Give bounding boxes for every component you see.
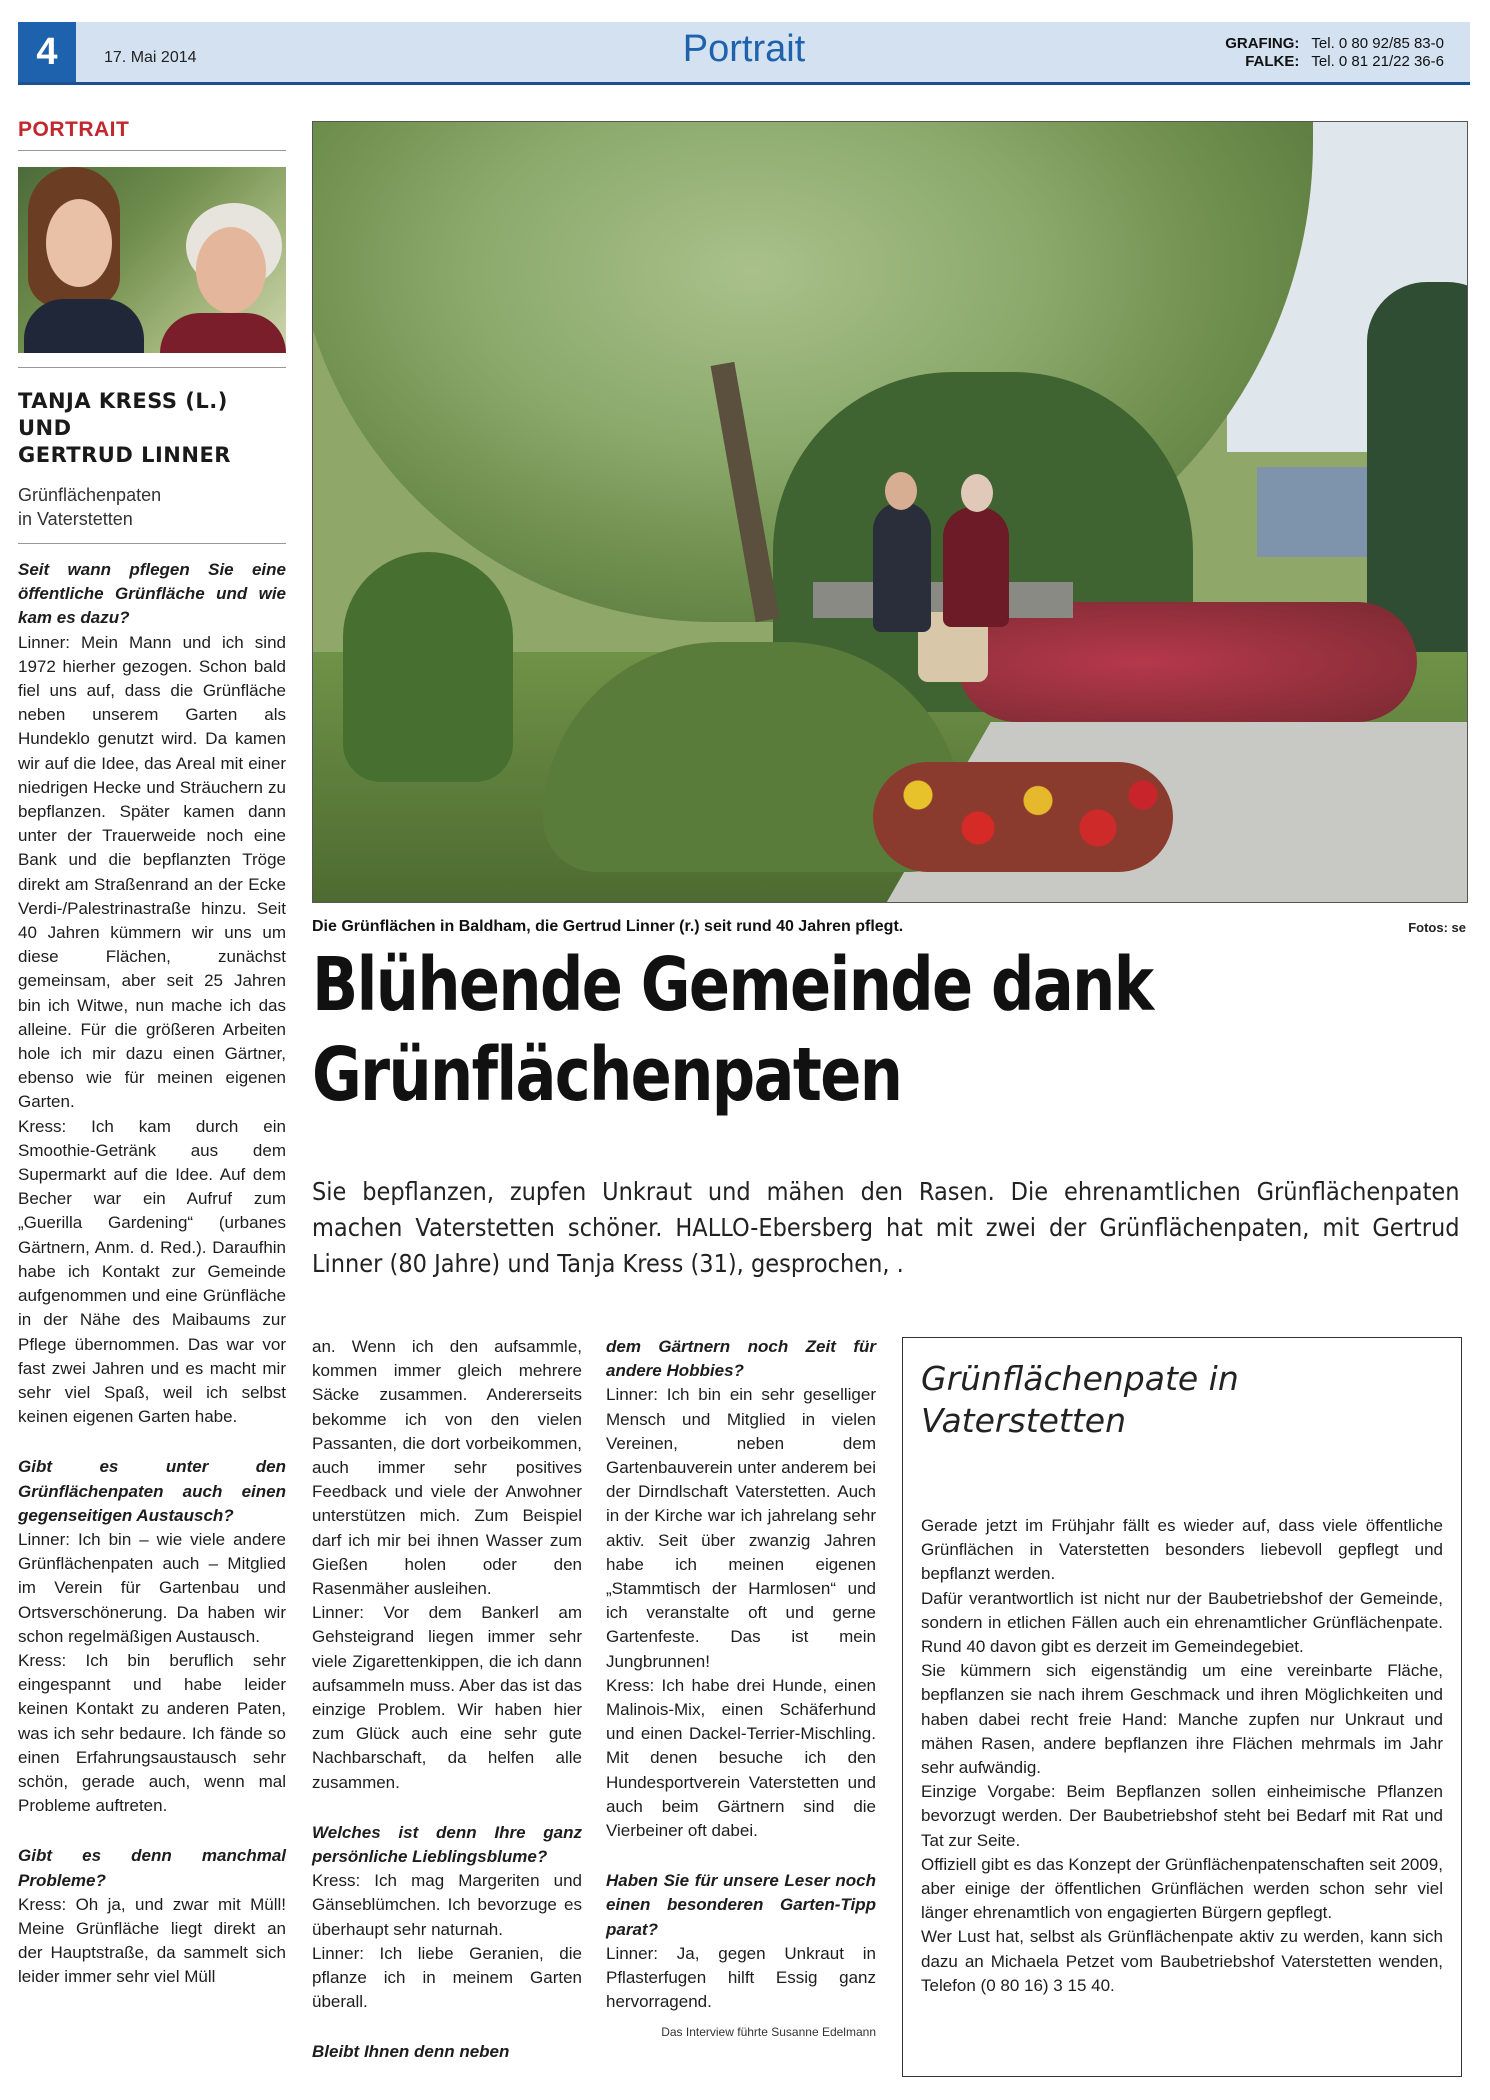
answer-text: Ja, gegen Unkraut in Pflasterfugen hilft Essig ganz hervorragend. xyxy=(606,1943,876,2012)
speaker-label: Kress: xyxy=(312,1871,361,1891)
answer-text: Ich liebe Geranien, die pflanze ich in meinem Garten überall. xyxy=(312,1943,582,2012)
issue-date: 17. Mai 2014 xyxy=(104,49,197,66)
speaker-label: Linner: xyxy=(312,1603,364,1623)
photo-credit: Fotos: se xyxy=(1408,920,1466,935)
answer-2 xyxy=(18,1528,286,1649)
question-1: Seit wann pflegen Sie eine öffentliche Grünfläche und wie kam es dazu? xyxy=(18,560,286,628)
speaker-label: Linner: xyxy=(18,632,70,652)
info-paragraph: Gerade jetzt im Frühjahr fällt es wieder auf, dass viele öffentliche Grünflächen in Vaterstetten besonders liebevoll gepflegt und bepflanzt werden. xyxy=(921,1516,1443,1584)
answer-text: Mein Mann und ich sind 1972 hierher gezogen. Schon bald fiel uns auf, dass die Grünfläche neben unserem Garten als Hundeklo genutzt wird. Da kamen wir auf die Idee, das Areal mit einer niedrigen Hecke und Sträuchern zu bepflanzen. Später kamen dann unter der Trauerweide noch eine Bank und die bepflanzten Tröge direkt am Straßenrand an der Ecke Verdi-/Palestrinastraße hinzu. Seit 40 Jahren kümmern wir uns um diese Flächen, zunächst gemeinsam, aber seit 25 Jahren bin ich Witwe, nun mache ich das alleine. Für die größeren Arbeiten hole ich mir dazu einen Gärtner, ebenso wie für meinen eigenen Garten. xyxy=(18,632,286,1112)
question-2: Gibt es unter den Grünflächenpaten auch einen gegenseitigen Austausch? xyxy=(18,1457,286,1525)
interview-column-2 xyxy=(312,1335,582,2065)
headline-line-2: Grünflächenpaten xyxy=(312,1032,902,1118)
header-contacts xyxy=(1213,35,1444,71)
answer-text: Ich bin ein sehr geselliger Mensch und Mitglied in vielen Vereinen, neben dem Gartenbauverein unter anderem bei der Dirndlschaft Vaterstetten. Auch in der Kirche war ich jahrelang sehr aktiv. Seit über zwanzig Jahren habe ich meinen eigenen „Stammtisch der Harmlosen“ und ich veranstalte oft und gerne Gartenfeste. Das ist mein Jungbrunnen! xyxy=(606,1385,876,1671)
question-5-continued: dem Gärtnern noch Zeit für andere Hobbies? xyxy=(606,1337,876,1381)
info-box-body xyxy=(921,1514,1443,1998)
question-6: Haben Sie für unsere Leser noch einen besonderen Garten-Tipp parat? xyxy=(606,1871,876,1939)
info-paragraph: Dafür verantwortlich ist nicht nur der Baubetriebshof der Gemeinde, sondern in etlichen Fällen auch ein ehrenamtlicher Grünflächenpate. Rund 40 davon gibt es derzeit im Gemeindegebiet. xyxy=(921,1588,1443,1657)
info-paragraph: Offiziell gibt es das Konzept der Grünflächenpatenschaften seit 2009, aber einige der öffentlichen Grünflächen werden schon sehr viel länger ehrenamtlich von engagierten Bürgern gepflegt. xyxy=(921,1854,1443,1923)
interview-column-3 xyxy=(606,1335,876,2045)
article-lead: Sie bepflanzen, zupfen Unkraut und mähen den Rasen. Die ehrenamtlichen Grünflächenpaten machen Vaterstetten schöner. HALLO-Ebersberg hat mit zwei der Grünflächenpaten, mit Gertrud Linner (80 Jahre) und Tanja Kress (31), gesprochen, . xyxy=(312,1177,1460,1278)
speaker-label: Kress: xyxy=(18,1650,67,1670)
page-number: 4 xyxy=(18,22,76,82)
answer-text: Vor dem Bankerl am Gehsteigrand liegen immer sehr viele Zigarettenkippen, die ich dann aufsammeln muss. Aber das ist das einzige Problem. Wir haben hier zum Glück auch eine sehr gute Nachbarschaft, da helfen alle zusammen. xyxy=(312,1603,582,1792)
portrait-photo xyxy=(18,167,286,353)
section-title: Portrait xyxy=(682,28,806,70)
portrait-kicker: PORTRAIT xyxy=(18,118,286,151)
answer-1b xyxy=(18,1115,286,1430)
question-4: Welches ist denn Ihre ganz persönliche Lieblingsblume? xyxy=(312,1822,582,1867)
answer-1 xyxy=(18,631,286,1115)
info-box xyxy=(902,1337,1462,2077)
speaker-label: Kress: xyxy=(606,1675,655,1695)
page-header xyxy=(18,22,1470,85)
names-line-2: GERTRUD LINNER xyxy=(18,443,231,467)
speaker-label: Linner: xyxy=(606,1943,658,1963)
portrait-names xyxy=(18,367,286,469)
article-headline xyxy=(312,940,1427,1120)
answer-text: Ich bin – wie viele andere Grünflächenpaten auch – Mitglied im Verein für Gartenbau und Ortsverschönerung. Da haben wir schon regelmäßigen Austausch. xyxy=(18,1529,286,1646)
speaker-label: Linner: xyxy=(312,1943,364,1963)
answer-text: Ich habe drei Hunde, einen Malinois-Mix, einen Schäferhund und einen Dackel-Terrier-Mischling. Mit denen besuche ich den Hundesportverein Vaterstetten und auch beim Gärtnern sind die Vierbeiner oft dabei. xyxy=(606,1675,876,1841)
question-5-start: Bleibt Ihnen denn neben xyxy=(312,2042,510,2062)
answer-4b xyxy=(312,1942,582,2015)
speaker-label: Linner: xyxy=(18,1529,70,1549)
headline-line-1: Blühende Gemeinde dank xyxy=(312,942,1153,1028)
interview-column-1 xyxy=(18,558,286,1990)
answer-3-start xyxy=(18,1893,286,1990)
subtitle-line-1: Grünflächenpaten xyxy=(18,485,162,505)
info-box-title: Grünflächenpate in Vaterstetten xyxy=(921,1359,1239,1440)
photo-caption: Die Grünflächen in Baldham, die Gertrud Linner (r.) seit rund 40 Jahren pflegt. xyxy=(312,918,904,935)
answer-6 xyxy=(606,1942,876,2015)
answer-text: Ich bin beruflich sehr eingespannt und habe leider keinen Kontakt zu anderen Paten, was ich sehr bedaure. Ich fände so einen Erfahrungsaustausch sehr schön, gerade auch, wenn mal Probleme auftreten. xyxy=(18,1650,286,1816)
contact-value-grafing: Tel. 0 80 92/85 83-0 xyxy=(1311,35,1444,52)
portrait-sidebar xyxy=(18,118,286,1990)
answer-3b xyxy=(312,1601,582,1795)
speaker-label: Kress: xyxy=(18,1116,67,1136)
main-photo xyxy=(312,121,1468,903)
speaker-label: Kress: xyxy=(18,1894,67,1914)
answer-3-text-start: Oh ja, und zwar mit Müll! Meine Grünfläche liegt direkt an der Hauptstraße, da sammelt sich leider immer sehr viel Müll xyxy=(18,1894,286,1987)
portrait-subtitle xyxy=(18,483,286,544)
answer-2b xyxy=(18,1649,286,1818)
answer-5 xyxy=(606,1383,876,1673)
info-paragraph: Sie kümmern sich eigenständig um eine vereinbarte Fläche, bepflanzen sie nach ihrem Geschmack und ihren Möglichkeiten und haben dabei recht freie Hand: Manche zupfen nur Unkraut und mähen Rasen, andere bepflanzen ihre Flächen mehrmals im Jahr sehr aufwändig. xyxy=(921,1661,1443,1778)
subtitle-line-2: in Vaterstetten xyxy=(18,509,133,529)
contact-label-falke: FALKE: xyxy=(1245,53,1300,70)
answer-5b xyxy=(606,1674,876,1843)
info-paragraph: Einzige Vorgabe: Beim Bepflanzen sollen einheimische Pflanzen bevorzugt werden. Der Baubetriebshof steht bei Bedarf mit Rat und Tat zur Seite. xyxy=(921,1782,1443,1850)
contact-value-falke: Tel. 0 81 21/22 36-6 xyxy=(1311,53,1444,70)
names-line-1: TANJA KRESS (L.) UND xyxy=(18,389,228,440)
answer-text: Ich kam durch ein Smoothie-Getränk aus dem Supermarkt auf die Idee. Auf dem Becher war ein Aufruf zum „Guerilla Gardening“ (urbanes Gärtnern, Anm. d. Red.). Daraufhin habe ich Kontakt zur Gemeinde aufgenommen und eine Grünfläche in der Nähe des Maibaums zur Pflege übernommen. Das war vor fast zwei Jahren und es macht mir sehr viel Spaß, weil ich selbst keinen eigenen Garten habe. xyxy=(18,1116,286,1427)
contact-label-grafing: GRAFING: xyxy=(1225,35,1300,52)
answer-text: Ich mag Margeriten und Gänseblümchen. Ich bevorzuge es überhaupt sehr naturnah. xyxy=(312,1871,582,1939)
info-paragraph: Wer Lust hat, selbst als Grünflächenpate aktiv zu werden, kann sich dazu an Michaela Petzet vom Baubetriebshof Vaterstetten wenden, Telefon (0 80 16) 3 15 40. xyxy=(921,1927,1443,1995)
answer-3-continued: an. Wenn ich den aufsammle, kommen immer gleich mehrere Säcke zusammen. Andererseits bekomme ich von den vielen Passanten, die dort vorbeikommen, auch immer sehr positives Feedback und viele der Anwohner unterstützen mich. Zum Beispiel darf ich mir bei ihnen Wasser zum Gießen holen oder den Rasenmäher ausleihen. xyxy=(312,1337,582,1599)
speaker-label: Linner: xyxy=(606,1385,658,1405)
interview-credit: Das Interview führte Susanne Edelmann xyxy=(661,2025,876,2040)
answer-4 xyxy=(312,1869,582,1942)
question-3: Gibt es denn manchmal Probleme? xyxy=(18,1846,286,1890)
